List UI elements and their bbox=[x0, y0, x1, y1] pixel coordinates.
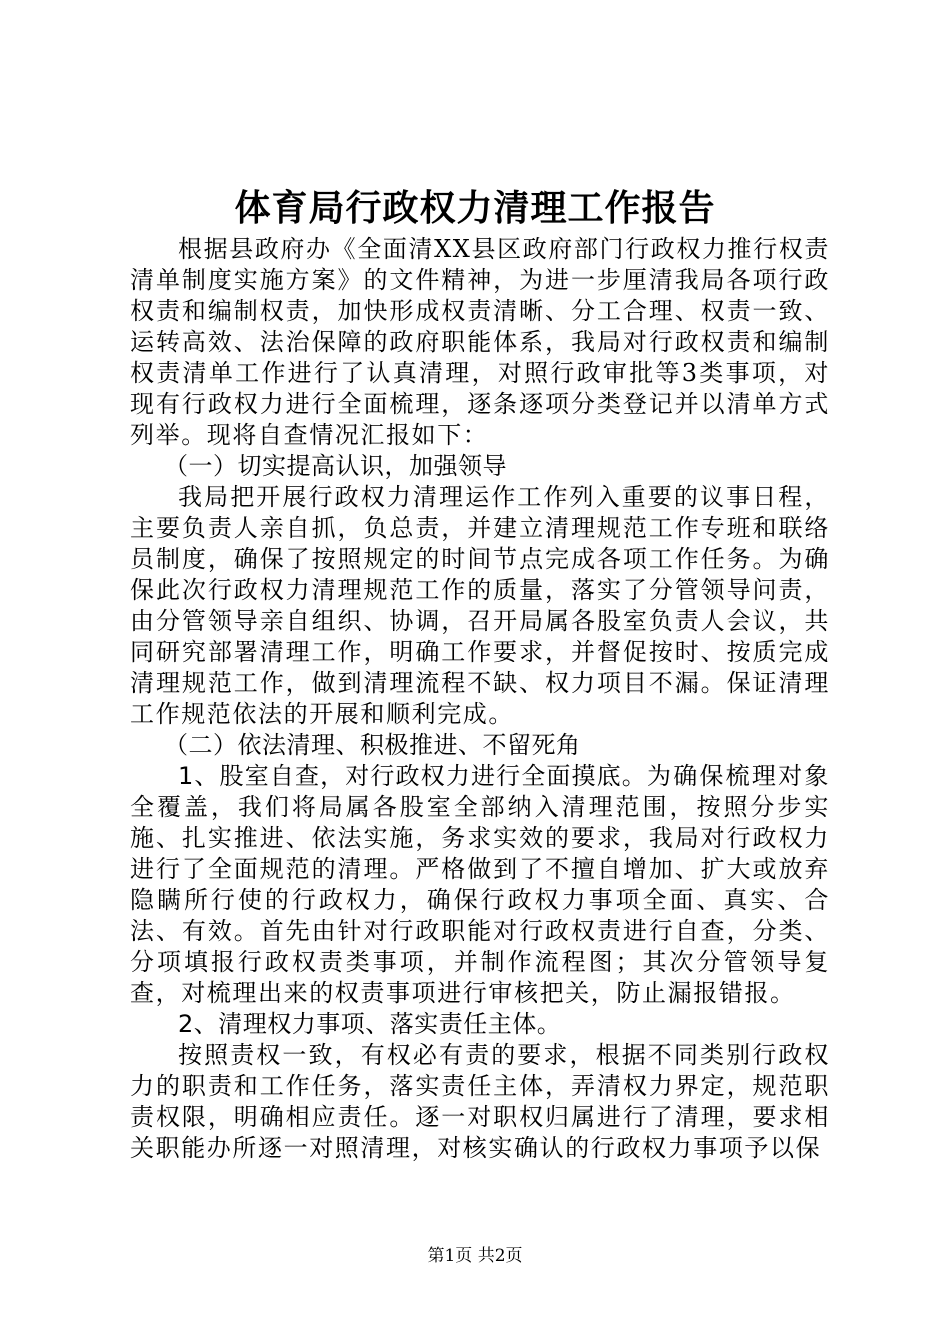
intro-paragraph: 根据县政府办《全面清XX县区政府部门行政权力推行权责清单制度实施方案》的文件精神，为进一步厘清我局各项行政权责和编制权责，加快形成权责清晰、分工合理、权责一致、运转高效、法治保障的政府职能体系，我局对行政权责和编制权责清单工作进行了认真清理，对照行政审批等3类事项，对现有行政权力进行全面梳理，逐条逐项分类登记并以清单方式列举。现将自查情况汇报如下： bbox=[130, 235, 830, 449]
section-2-item-1-body: 为确保梳理对象全覆盖，我们将局属各股室全部纳入清理范围，按照分步实施、扎实推进、依法实施，务求实效的要求，我局对行政权力进行了全面规范的清理。严格做到了不擅自增加、扩大或放弃隐瞒所行使的行政权力，确保行政权力事项全面、真实、合法、有效。首先由针对行政职能对行政权责进行自查，分类、分项填报行政权责类事项，并制作流程图；其次分管领导复查，对梳理出来的权责事项进行审核把关，防止漏报错报。 bbox=[130, 762, 830, 1007]
section-1-heading: （一）切实提高认识，加强领导 bbox=[164, 452, 507, 480]
section-2-item-2-paragraph: 按照责权一致，有权必有责的要求，根据不同类别行政权力的职责和工作任务，落实责任主体，弄清权力界定，规范职责权限，明确相应责任。逐一对职权归属进行了清理，要求相关职能办所逐一对照清理，对核实确认的行政权力事项予以保 bbox=[130, 1041, 830, 1162]
document-body bbox=[130, 234, 830, 1164]
section-2-item-2-heading: 2、清理权力事项、落实责任主体。 bbox=[178, 1010, 562, 1038]
section-2-heading: （二）依法清理、积极推进、不留死角 bbox=[164, 731, 581, 759]
document-title: 体育局行政权力清理工作报告 bbox=[234, 187, 716, 229]
page-number-footer: 第1页 共2页 bbox=[427, 1246, 523, 1266]
section-1-paragraph: 我局把开展行政权力清理运作工作列入重要的议事日程，主要负责人亲自抓，负总责，并建立清理规范工作专班和联络员制度，确保了按照规定的时间节点完成各项工作任务。为确保此次行政权力清理规范工作的质量，落实了分管领导问责，由分管领导亲自组织、协调，召开局属各股室负责人会议，共同研究部署清理工作，明确工作要求，并督促按时、按质完成清理规范工作，做到清理流程不缺、权力项目不漏。保证清理工作规范依法的开展和顺利完成。 bbox=[130, 483, 830, 728]
section-2-item-1-paragraph bbox=[130, 761, 830, 1009]
section-2-item-1-lead: 1、股室自查，对行政权力进行全面摸底。 bbox=[178, 762, 647, 790]
